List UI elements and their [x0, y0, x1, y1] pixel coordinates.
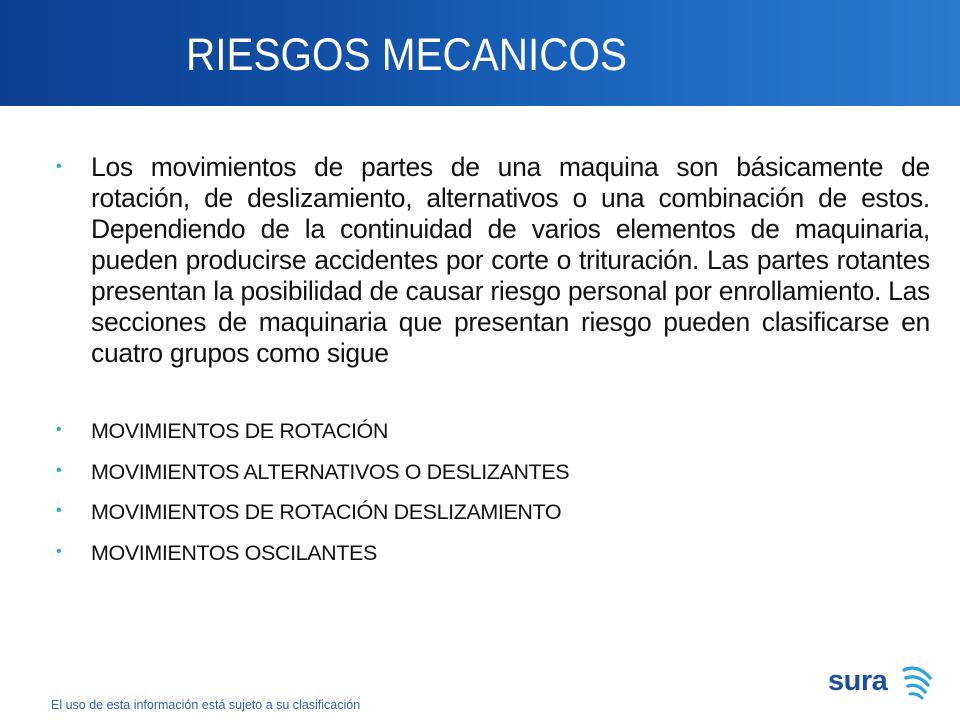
- list-item-label: MOVIMIENTOS OSCILANTES: [91, 540, 377, 565]
- body-paragraph: Los movimientos de partes de una maquina son básicamente de rotación, de deslizamiento, alternativos o una combinación de estos. Dependiendo de la continuidad de varios elementos de maquinaria, pueden producirse accidentes por corte o trituración. Las partes rotantes presentan la posibilidad de causar riesgo personal por enrollamiento. Las secciones de maquinaria que presentan riesgo pueden clasificarse en cuatro grupos como sigue: [91, 152, 930, 368]
- sura-wave-icon: [902, 664, 932, 700]
- bullet-dot-icon: •: [56, 421, 62, 438]
- bullet-dot-icon: •: [56, 461, 62, 479]
- list-item: [56, 499, 930, 540]
- list-item: [56, 540, 930, 581]
- list-item-label: MOVIMIENTOS ALTERNATIVOS O DESLIZANTES: [91, 459, 570, 484]
- bullet-dot-icon: •: [56, 542, 62, 560]
- paragraph-bullet: [56, 152, 930, 369]
- list-item-label: MOVIMIENTOS DE ROTACIÓN: [91, 419, 388, 443]
- footer-classification-note: El uso de esta información está sujeto a su clasificación: [51, 698, 361, 712]
- sura-logo: [828, 664, 932, 702]
- movement-types-list: [56, 418, 930, 580]
- list-item-label: MOVIMIENTOS DE ROTACIÓN DESLIZAMIENTO: [91, 500, 562, 524]
- slide-title: RIESGOS MECANICOS: [186, 29, 628, 80]
- logo-text: sura: [828, 665, 888, 697]
- list-item: [56, 459, 930, 500]
- list-item: [56, 418, 930, 459]
- slide-body: [56, 152, 930, 580]
- bullet-dot-icon: •: [56, 502, 62, 519]
- bullet-dot-icon: •: [56, 158, 62, 175]
